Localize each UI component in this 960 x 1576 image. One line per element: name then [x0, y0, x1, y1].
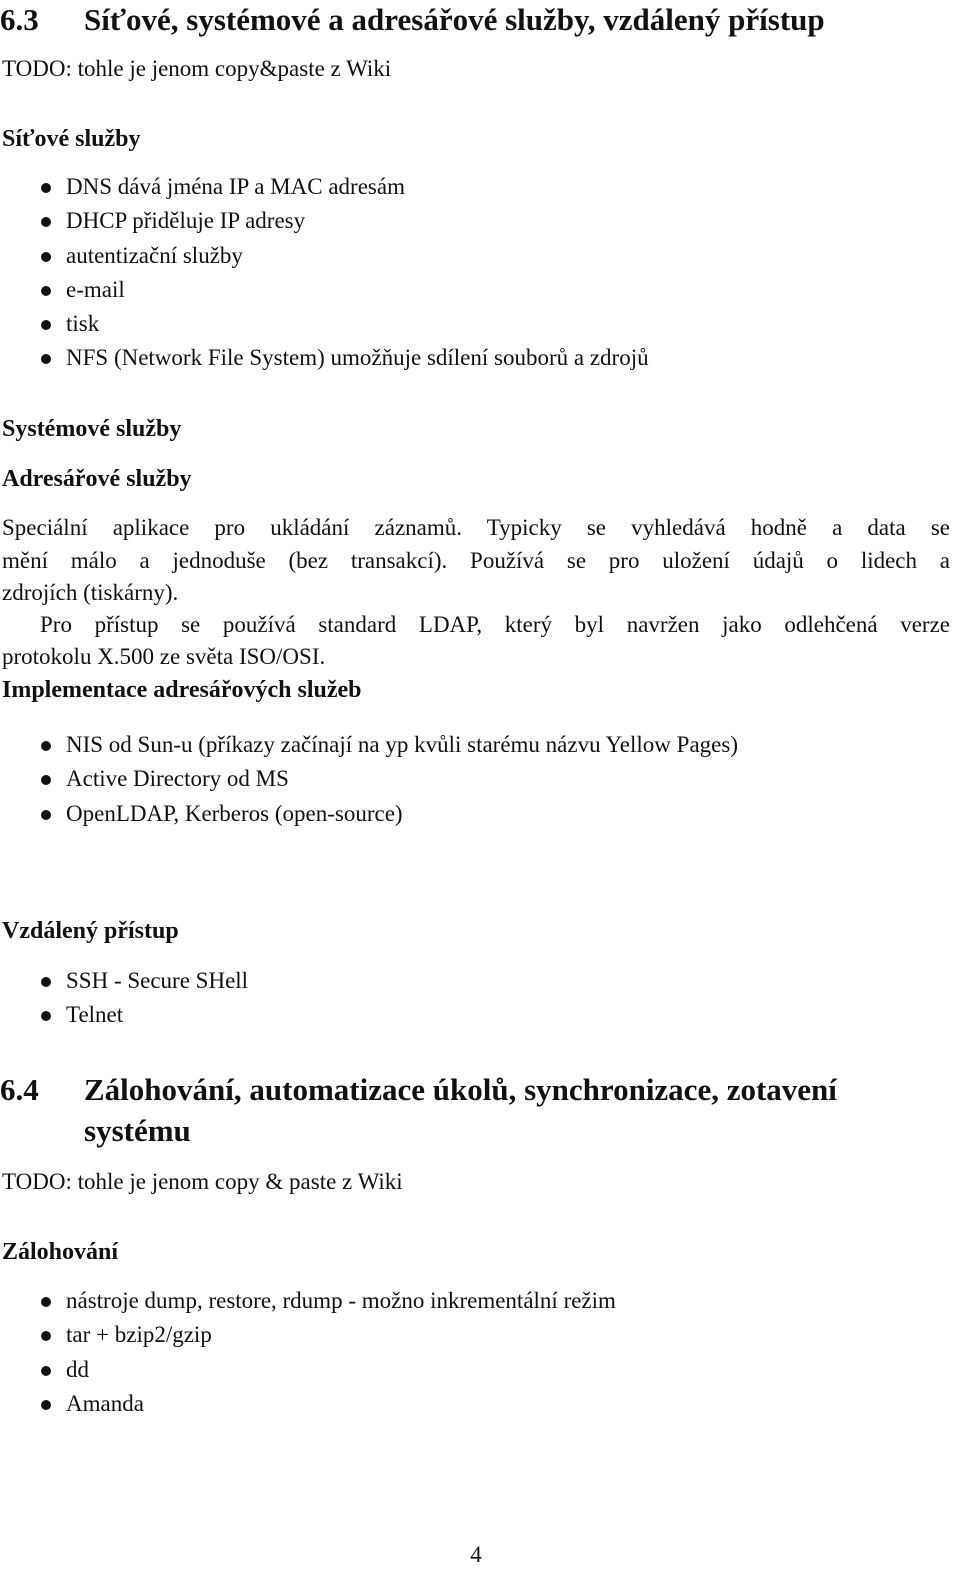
paragraph-line: Pro přístup se používá standard LDAP, který byl navržen jako odlehčená verze	[40, 612, 950, 637]
paragraph-line: zdrojích (tiskárny).	[2, 580, 179, 605]
bullet-icon	[41, 1331, 51, 1341]
bullet-icon	[41, 1011, 51, 1021]
bullet-icon	[41, 217, 51, 227]
section-title-line: Zálohování, automatizace úkolů, synchronizace, zotavení	[84, 1072, 837, 1107]
section-title: Síťové, systémové a adresářové služby, vzdálený přístup	[84, 2, 825, 37]
subheading-backup: Zálohování	[2, 1239, 119, 1265]
bullet-icon	[41, 810, 51, 820]
bullet-icon	[41, 741, 51, 751]
paragraph-line: mění málo a jednoduše (bez transakcí). Používá se pro uložení údajů o lidech a	[2, 548, 950, 573]
subheading-remote-access: Vzdálený přístup	[2, 918, 179, 944]
bullet-icon	[41, 252, 51, 262]
paragraph-line: protokolu X.500 ze světa ISO/OSI.	[2, 644, 326, 669]
paragraph-line: Speciální aplikace pro ukládání záznamů. Typicky se vyhledává hodně a data se	[2, 515, 950, 540]
bullet-icon	[41, 1400, 51, 1410]
bullet-icon	[41, 1297, 51, 1307]
bullet-icon	[41, 354, 51, 364]
page-number: 4	[470, 1542, 482, 1567]
bullet-icon	[41, 320, 51, 330]
bullet-icon	[41, 775, 51, 785]
bullet-icon	[41, 977, 51, 987]
subheading-system-services: Systémové služby	[2, 416, 182, 442]
section-number: 6.3	[0, 2, 39, 37]
subheading-directory-services: Adresářové služby	[2, 466, 192, 492]
section-title-line: systému	[84, 1113, 191, 1148]
section-number: 6.4	[0, 1072, 39, 1107]
subheading-implementations: Implementace adresářových služeb	[2, 677, 362, 703]
todo-note: TODO: tohle je jenom copy & paste z Wiki	[2, 1169, 403, 1194]
bullet-icon	[41, 1366, 51, 1376]
todo-note: TODO: tohle je jenom copy&paste z Wiki	[2, 56, 392, 81]
section-heading-6-3	[0, 0, 960, 40]
section-heading-6-4	[0, 1070, 960, 1152]
bullet-icon	[41, 286, 51, 296]
subheading-network-services: Síťové služby	[2, 126, 141, 152]
bullet-icon	[41, 183, 51, 193]
